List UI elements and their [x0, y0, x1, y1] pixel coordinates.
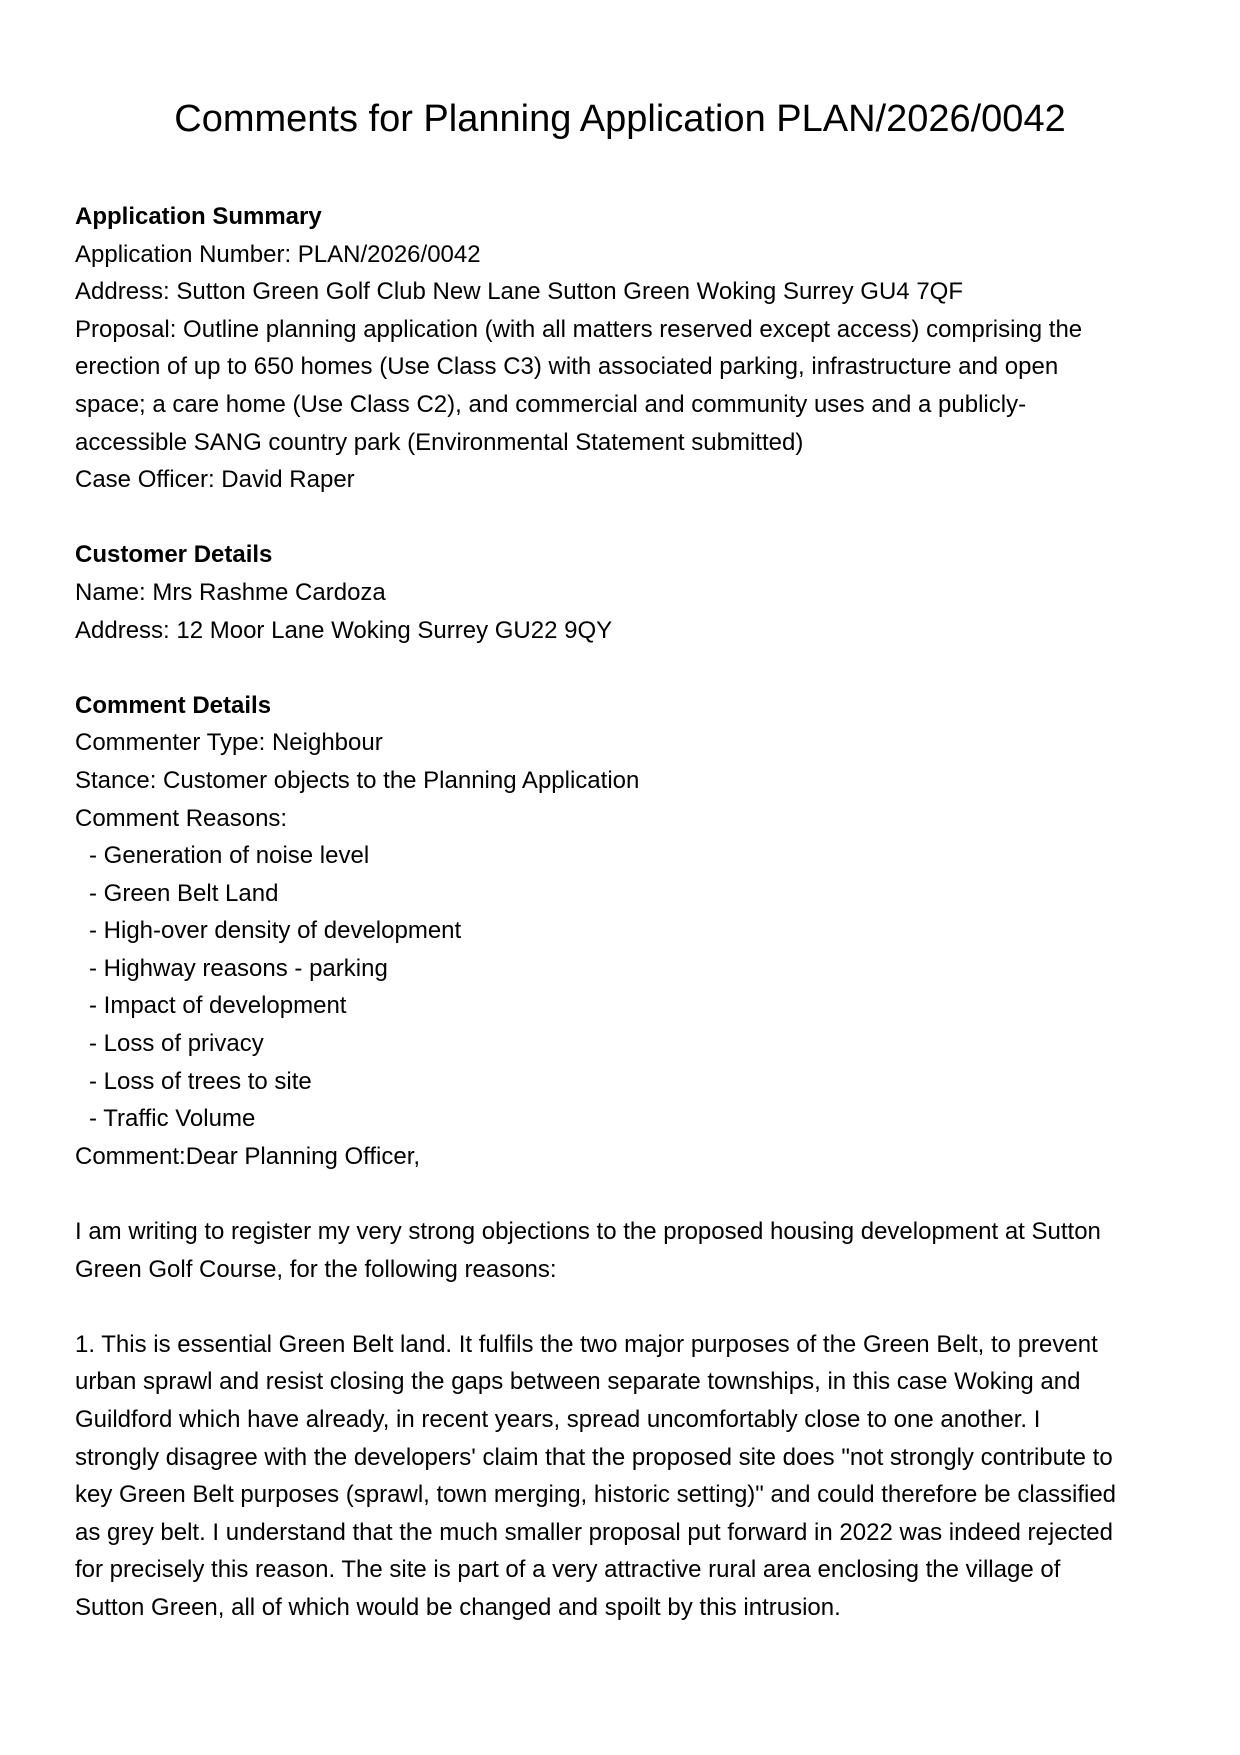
- comment-details-heading: Comment Details: [75, 691, 272, 719]
- application-address: Address: Sutton Green Golf Club New Lane Sutton Green Woking Surrey GU4 7QF: [75, 278, 963, 306]
- comment-reason-item: - Traffic Volume: [89, 1105, 256, 1133]
- comment-paragraph-line: urban sprawl and resist closing the gaps between separate townships, in this case Woking and: [75, 1368, 1081, 1396]
- comment-paragraph-1: [75, 1213, 1175, 1288]
- application-summary-section: [75, 198, 1175, 499]
- application-summary-heading: Application Summary: [75, 203, 322, 230]
- paragraph-spacer: [75, 1175, 1175, 1213]
- proposal-line: erection of up to 650 homes (Use Class C3) with associated parking, infrastructure and open: [75, 353, 1059, 381]
- comment-paragraph-line: Sutton Green, all of which would be changed and spoilt by this intrusion.: [75, 1593, 841, 1621]
- comment-paragraph-line: Green Golf Course, for the following reasons:: [75, 1255, 557, 1283]
- customer-details-section: [75, 536, 1175, 649]
- document-content: [75, 198, 1175, 1627]
- comment-reason-item: - Loss of trees to site: [89, 1067, 312, 1095]
- comment-opening: Comment:Dear Planning Officer,: [75, 1142, 421, 1170]
- commenter-type: Commenter Type: Neighbour: [75, 729, 383, 757]
- comment-details-section: [75, 687, 1175, 1176]
- stance: Stance: Customer objects to the Planning Application: [75, 766, 640, 794]
- customer-name: Name: Mrs Rashme Cardoza: [75, 578, 386, 606]
- comment-paragraph-line: 1. This is essential Green Belt land. It fulfils the two major purposes of the Green Belt, to prevent: [75, 1330, 1098, 1358]
- comment-reason-item: - Generation of noise level: [89, 842, 370, 870]
- page-title: Comments for Planning Application PLAN/2026/0042: [174, 98, 1066, 140]
- comment-paragraph-line: Guildford which have already, in recent years, spread uncomfortably close to one another. I: [75, 1406, 1041, 1433]
- comment-reason-item: - Green Belt Land: [89, 879, 279, 907]
- comment-reason-item: - Highway reasons - parking: [89, 954, 388, 982]
- comment-reason-item: - Impact of development: [89, 992, 347, 1020]
- application-number: Application Number: PLAN/2026/0042: [75, 240, 481, 268]
- proposal-line: Proposal: Outline planning application (with all matters reserved except access) comprising the: [75, 315, 1083, 343]
- comment-reasons-label: Comment Reasons:: [75, 804, 288, 832]
- comment-paragraph-line: I am writing to register my very strong objections to the proposed housing development at Sutton: [75, 1218, 1101, 1246]
- comment-paragraph-line: as grey belt. I understand that the much smaller proposal put forward in 2022 was indeed rejected: [75, 1518, 1113, 1546]
- paragraph-spacer: [75, 1288, 1175, 1326]
- comment-reason-item: - Loss of privacy: [89, 1030, 264, 1058]
- comment-paragraph-line: strongly disagree with the developers' claim that the proposed site does "not strongly contribute to: [75, 1443, 1113, 1471]
- section-spacer: [75, 649, 1175, 687]
- customer-address: Address: 12 Moor Lane Woking Surrey GU22 9QY: [75, 616, 613, 644]
- comment-body: [75, 1213, 1175, 1627]
- comment-paragraph-line: for precisely this reason. The site is part of a very attractive rural area enclosing the village of: [75, 1556, 1061, 1584]
- comment-paragraph-line: key Green Belt purposes (sprawl, town merging, historic setting)" and could therefore be classified: [75, 1481, 1117, 1509]
- proposal-line: space; a care home (Use Class C2), and commercial and community uses and a publicly-: [75, 390, 1027, 418]
- customer-details-heading: Customer Details: [75, 541, 273, 569]
- comment-paragraph-2: [75, 1326, 1175, 1627]
- proposal-line: accessible SANG country park (Environmental Statement submitted): [75, 428, 804, 456]
- case-officer: Case Officer: David Raper: [75, 466, 355, 494]
- comment-reason-item: - High-over density of development: [89, 917, 462, 945]
- section-spacer: [75, 499, 1175, 537]
